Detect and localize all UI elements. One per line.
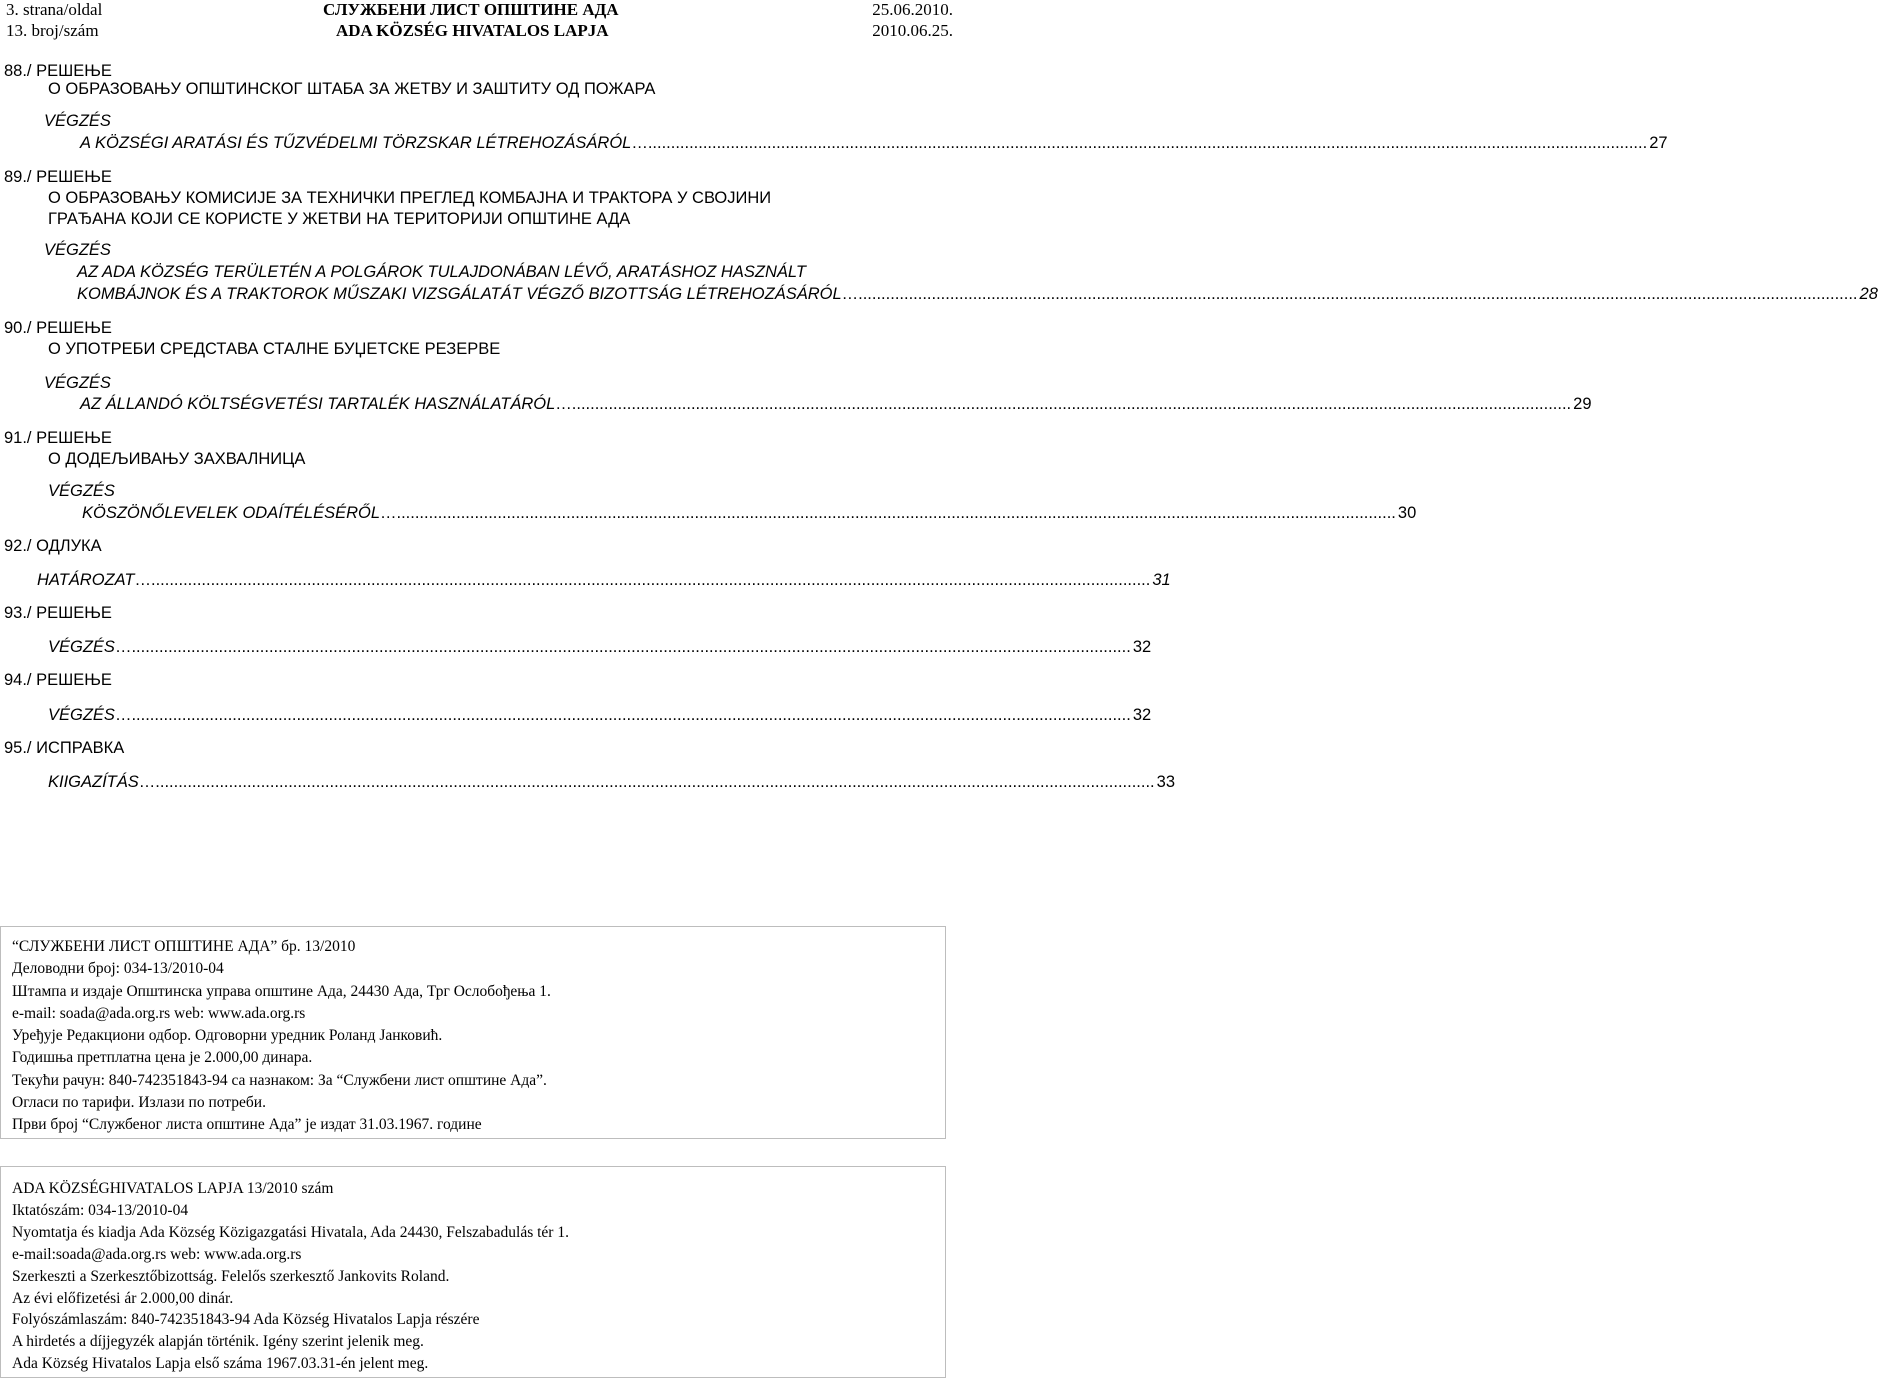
toc-leader: ….......................................................................................................................................................................................................................... bbox=[631, 134, 1648, 152]
header-title-sr: СЛУЖБЕНИ ЛИСТ ОПШТИНЕ АДА bbox=[323, 0, 619, 19]
toc-leader: ….......................................................................................................................................................................................................................... bbox=[114, 638, 1131, 656]
toc-leader: ….......................................................................................................................................................................................................................... bbox=[114, 706, 1131, 724]
toc-leader: ….......................................................................................................................................................................................................................... bbox=[380, 504, 1396, 522]
toc-entry-94-type-hu: VÉGZÉS bbox=[48, 706, 115, 724]
impressum-sr-line: Огласи по тарифи. Излази по потреби. bbox=[12, 1094, 266, 1112]
toc-entry-95-number: 95./ ИСПРАВКА bbox=[4, 739, 125, 757]
toc-entry-88-number: 88./ РЕШЕЊЕ bbox=[4, 62, 112, 80]
impressum-sr-line: “СЛУЖБЕНИ ЛИСТ ОПШТИНЕ АДА” бр. 13/2010 bbox=[12, 938, 356, 955]
toc-entry-94-page: 32 bbox=[1132, 706, 1152, 724]
impressum-sr-line: Уређује Редакциони одбор. Одговорни уредник Роланд Јанковић. bbox=[12, 1027, 443, 1045]
toc-entry-95-line[interactable] bbox=[48, 772, 1176, 792]
impressum-sr-line: Деловодни број: 034-13/2010-04 bbox=[12, 960, 224, 978]
toc-entry-92-line[interactable] bbox=[37, 570, 1171, 590]
impressum-hu-line: Folyószámlaszám: 840-742351843-94 Ada Község Hivatalos Lapja részére bbox=[12, 1311, 480, 1329]
toc-entry-88-line[interactable] bbox=[80, 133, 1668, 153]
toc-entry-89-title-sr-line1: О ОБРАЗОВАЊУ КОМИСИЈЕ ЗА ТЕХНИЧКИ ПРЕГЛЕД КОМБАЈНА И ТРАКТОРА У СВОЈИНИ bbox=[48, 189, 772, 207]
toc-entry-88-page: 27 bbox=[1649, 134, 1668, 152]
header-date-sr: 25.06.2010. bbox=[872, 0, 953, 19]
impressum-hu-line: e-mail:soada@ada.org.rs web: www.ada.org.rs bbox=[12, 1245, 302, 1263]
toc-entry-88-title-hu: A KÖZSÉGI ARATÁSI ÉS TŰZVÉDELMI TÖRZSKAR LÉTREHOZÁSÁRÓL bbox=[80, 134, 632, 152]
toc-entry-89-title-sr-line2: ГРАЂАНА КОЈИ СЕ КОРИСТЕ У ЖЕТВИ НА ТЕРИТОРИЈИ ОПШТИНЕ АДА bbox=[48, 210, 631, 228]
toc-entry-90-number: 90./ РЕШЕЊЕ bbox=[4, 319, 112, 337]
impressum-hu-line: ADA KÖZSÉGHIVATALOS LAPJA 13/2010 szám bbox=[12, 1180, 334, 1197]
toc-entry-91-page: 30 bbox=[1397, 504, 1417, 522]
impressum-hu-line: Iktatószám: 034-13/2010-04 bbox=[12, 1201, 189, 1219]
toc-entry-88-type-hu: VÉGZÉS bbox=[44, 112, 111, 130]
toc-leader: ….......................................................................................................................................................................................................................... bbox=[555, 395, 1572, 413]
toc-entry-91-type-hu: VÉGZÉS bbox=[48, 482, 115, 500]
toc-entry-95-page: 33 bbox=[1156, 773, 1176, 791]
toc-entry-90-page: 29 bbox=[1573, 395, 1592, 413]
toc-entry-92-type-hu: HATÁROZAT bbox=[37, 571, 135, 589]
toc-entry-90-type-hu: VÉGZÉS bbox=[44, 374, 111, 392]
toc-entry-89-title-hu-line2: KOMBÁJNOK ÉS A TRAKTOROK MŰSZAKI VIZSGÁLATÁT VÉGZŐ BIZOTTSÁG LÉTREHOZÁSÁRÓL bbox=[77, 285, 842, 303]
header-date-hu: 2010.06.25. bbox=[872, 21, 953, 40]
toc-entry-92-number: 92./ ОДЛУКА bbox=[4, 537, 102, 555]
toc-entry-93-type-hu: VÉGZÉS bbox=[48, 638, 115, 656]
toc-entry-93-page: 32 bbox=[1132, 638, 1152, 656]
impressum-sr-line: e-mail: soada@ada.org.rs web: www.ada.org.rs bbox=[12, 1004, 306, 1022]
toc-entry-93-line[interactable] bbox=[48, 637, 1152, 657]
toc-entry-89-title-hu-line1: AZ ADA KÖZSÉG TERÜLETÉN A POLGÁROK TULAJDONÁBAN LÉVŐ, ARATÁSHOZ HASZNÁLT bbox=[77, 263, 806, 281]
impressum-sr-line: Штампа и издаје Општинска управа општине Ада, 24430 Ада, Трг Ослобођења 1. bbox=[12, 982, 551, 1000]
toc-entry-95-type-hu: KIIGAZÍTÁS bbox=[48, 773, 139, 791]
toc-entry-94-line[interactable] bbox=[48, 705, 1152, 725]
toc-entry-89-type-hu: VÉGZÉS bbox=[44, 241, 111, 259]
impressum-box-sr bbox=[0, 926, 946, 1139]
toc-entry-91-line[interactable] bbox=[82, 503, 1417, 523]
impressum-hu-line: Nyomtatja és kiadja Ada Község Közigazgatási Hivatala, Ada 24430, Felszabadulás tér 1. bbox=[12, 1223, 569, 1241]
header-page-number: 3. strana/oldal bbox=[6, 0, 103, 19]
impressum-hu-line: Ada Község Hivatalos Lapja első száma 1967.03.31-én jelent meg. bbox=[12, 1355, 429, 1373]
toc-entry-89-line[interactable] bbox=[77, 284, 1878, 304]
toc-entry-89-number: 89./ РЕШЕЊЕ bbox=[4, 168, 112, 186]
toc-leader: ….......................................................................................................................................................................................................................... bbox=[841, 285, 1858, 303]
toc-entry-90-line[interactable] bbox=[80, 394, 1592, 414]
toc-entry-91-number: 91./ РЕШЕЊЕ bbox=[4, 429, 112, 447]
impressum-sr-line: Први број “Службеног листа општине Ада” је издат 31.03.1967. године bbox=[12, 1116, 482, 1134]
impressum-hu-line: Az évi előfizetési ár 2.000,00 dinár. bbox=[12, 1289, 234, 1307]
toc-entry-92-page: 31 bbox=[1152, 571, 1171, 589]
impressum-hu-line: Szerkeszti a Szerkesztőbizottság. Felelős szerkesztő Jankovits Roland. bbox=[12, 1267, 450, 1285]
impressum-box-hu bbox=[0, 1166, 946, 1378]
toc-entry-93-number: 93./ РЕШЕЊЕ bbox=[4, 604, 112, 622]
toc-entry-91-title-hu: KÖSZÖNŐLEVELEK ODAÍTÉLÉSÉRŐL bbox=[82, 504, 381, 522]
toc-leader: ….......................................................................................................................................................................................................................... bbox=[134, 571, 1151, 589]
toc-entry-90-title-hu: AZ ÁLLANDÓ KÖLTSÉGVETÉSI TARTALÉK HASZNÁLATÁRÓL bbox=[80, 395, 556, 413]
toc-entry-90-title-sr: О УПОТРЕБИ СРЕДСТАВА СТАЛНЕ БУЏЕТСКЕ РЕЗЕРВЕ bbox=[48, 340, 501, 358]
header-issue-number: 13. broj/szám bbox=[6, 21, 99, 40]
impressum-hu-line: A hirdetés a díjjegyzék alapján történik. Igény szerint jelenik meg. bbox=[12, 1333, 424, 1351]
impressum-sr-line: Текући рачун: 840-742351843-94 са назнаком: За “Службени лист општине Ада”. bbox=[12, 1071, 547, 1089]
toc-entry-91-title-sr: О ДОДЕЉИВАЊУ ЗАХВАЛНИЦА bbox=[48, 450, 306, 468]
toc-entry-89-page: 28 bbox=[1859, 285, 1878, 303]
toc-entry-94-number: 94./ РЕШЕЊЕ bbox=[4, 671, 112, 689]
toc-leader: ….......................................................................................................................................................................................................................... bbox=[138, 773, 1155, 791]
header-title-hu: ADA KÖZSÉG HIVATALOS LAPJA bbox=[336, 21, 609, 40]
toc-entry-88-title-sr: О ОБРАЗОВАЊУ ОПШТИНСКОГ ШТАБА ЗА ЖЕТВУ И ЗАШТИТУ ОД ПОЖАРА bbox=[48, 80, 656, 98]
impressum-sr-line: Годишња претплатна цена је 2.000,00 динара. bbox=[12, 1049, 313, 1067]
